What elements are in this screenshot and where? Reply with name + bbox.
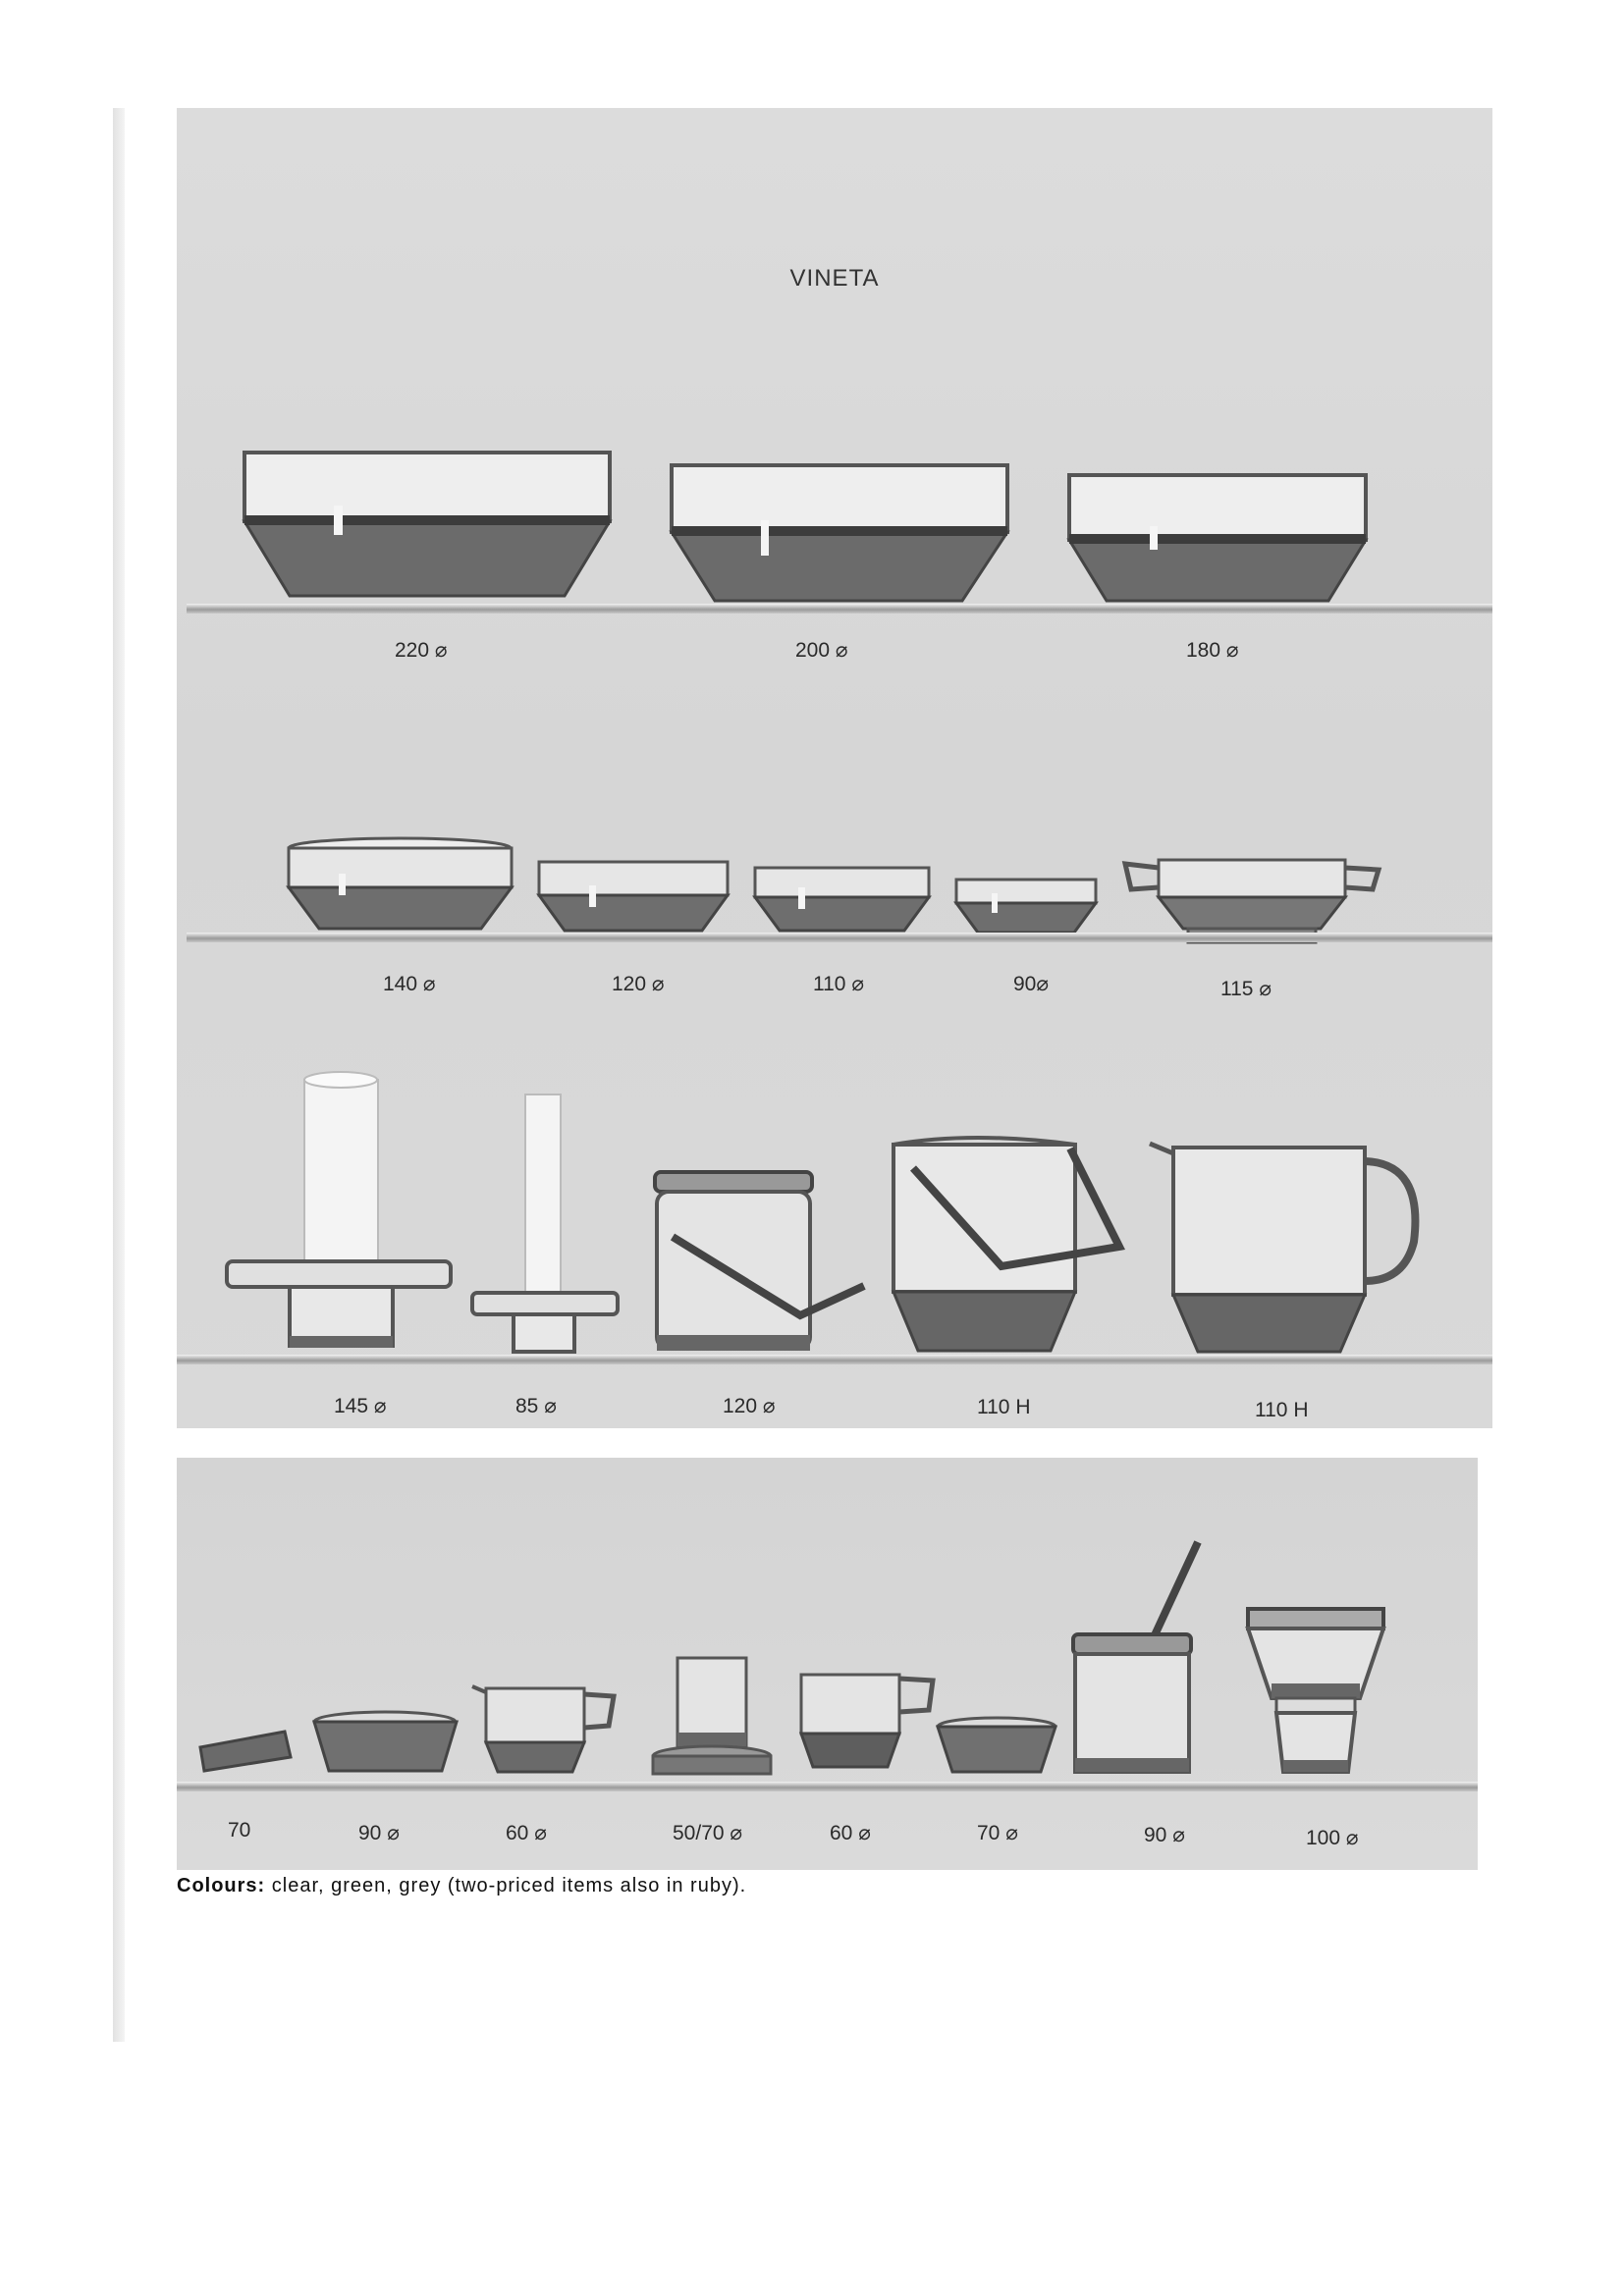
shelf-2 [187,933,1492,942]
candleholder-85 [466,1075,623,1360]
ashtray-70 [196,1728,295,1777]
size-label: 50/70 ⌀ [673,1822,743,1844]
dish-90 [309,1708,461,1777]
jug-110 [1144,1134,1429,1360]
shelf-3 [177,1355,1492,1364]
shelf-1 [187,604,1492,614]
size-label: 200 ⌀ [795,639,848,662]
size-label: 90 ⌀ [358,1822,400,1844]
size-label: 115 ⌀ [1220,978,1272,1000]
size-label: 180 ⌀ [1186,639,1239,662]
size-label: 60 ⌀ [830,1822,871,1844]
dish-70 [933,1715,1060,1778]
bowl-120 [535,856,731,934]
candleholder-145 [221,1060,457,1355]
colours-text: clear, green, grey (two-priced items also in ruby). [271,1875,747,1896]
bowl-90 [952,874,1100,936]
photo-panel-top [177,108,1492,1428]
size-label: 70 ⌀ [977,1822,1018,1844]
size-label: 70 [228,1819,251,1842]
size-label: 100 ⌀ [1306,1827,1359,1849]
size-label: 85 ⌀ [515,1395,557,1417]
ice-bucket-110 [884,1129,1139,1364]
colours-heading: Colours: [177,1875,266,1896]
size-label: 220 ⌀ [395,639,448,662]
size-label: 60 ⌀ [506,1822,547,1844]
jar-with-spoon-90 [1065,1536,1213,1782]
bowl-140 [285,834,515,933]
size-label: 145 ⌀ [334,1395,387,1417]
bowl-220 [241,447,614,604]
bowl-110 [751,862,933,934]
shelf-4 [177,1782,1478,1791]
bowl-on-stand-100 [1242,1605,1389,1782]
scan-edge [113,108,125,2042]
creamer-60 [466,1679,623,1777]
size-label: 140 ⌀ [383,973,436,995]
lidded-jar-120 [643,1168,879,1364]
size-label: 90 ⌀ [1144,1824,1185,1846]
page-title: VINETA [789,265,880,292]
cup-60 [795,1669,943,1777]
size-label: 110 ⌀ [813,973,864,995]
bowl-200 [668,459,1011,607]
photo-panel-bottom [177,1458,1478,1870]
size-label: 110 H [977,1396,1031,1418]
colours-caption [177,1875,746,1897]
size-label: 110 H [1255,1399,1309,1421]
size-label: 120 ⌀ [723,1395,776,1417]
bowl-180 [1065,469,1370,607]
size-label: 90⌀ [1013,973,1050,995]
size-label: 120 ⌀ [612,973,665,995]
glass-on-saucer-50-70 [648,1654,776,1782]
